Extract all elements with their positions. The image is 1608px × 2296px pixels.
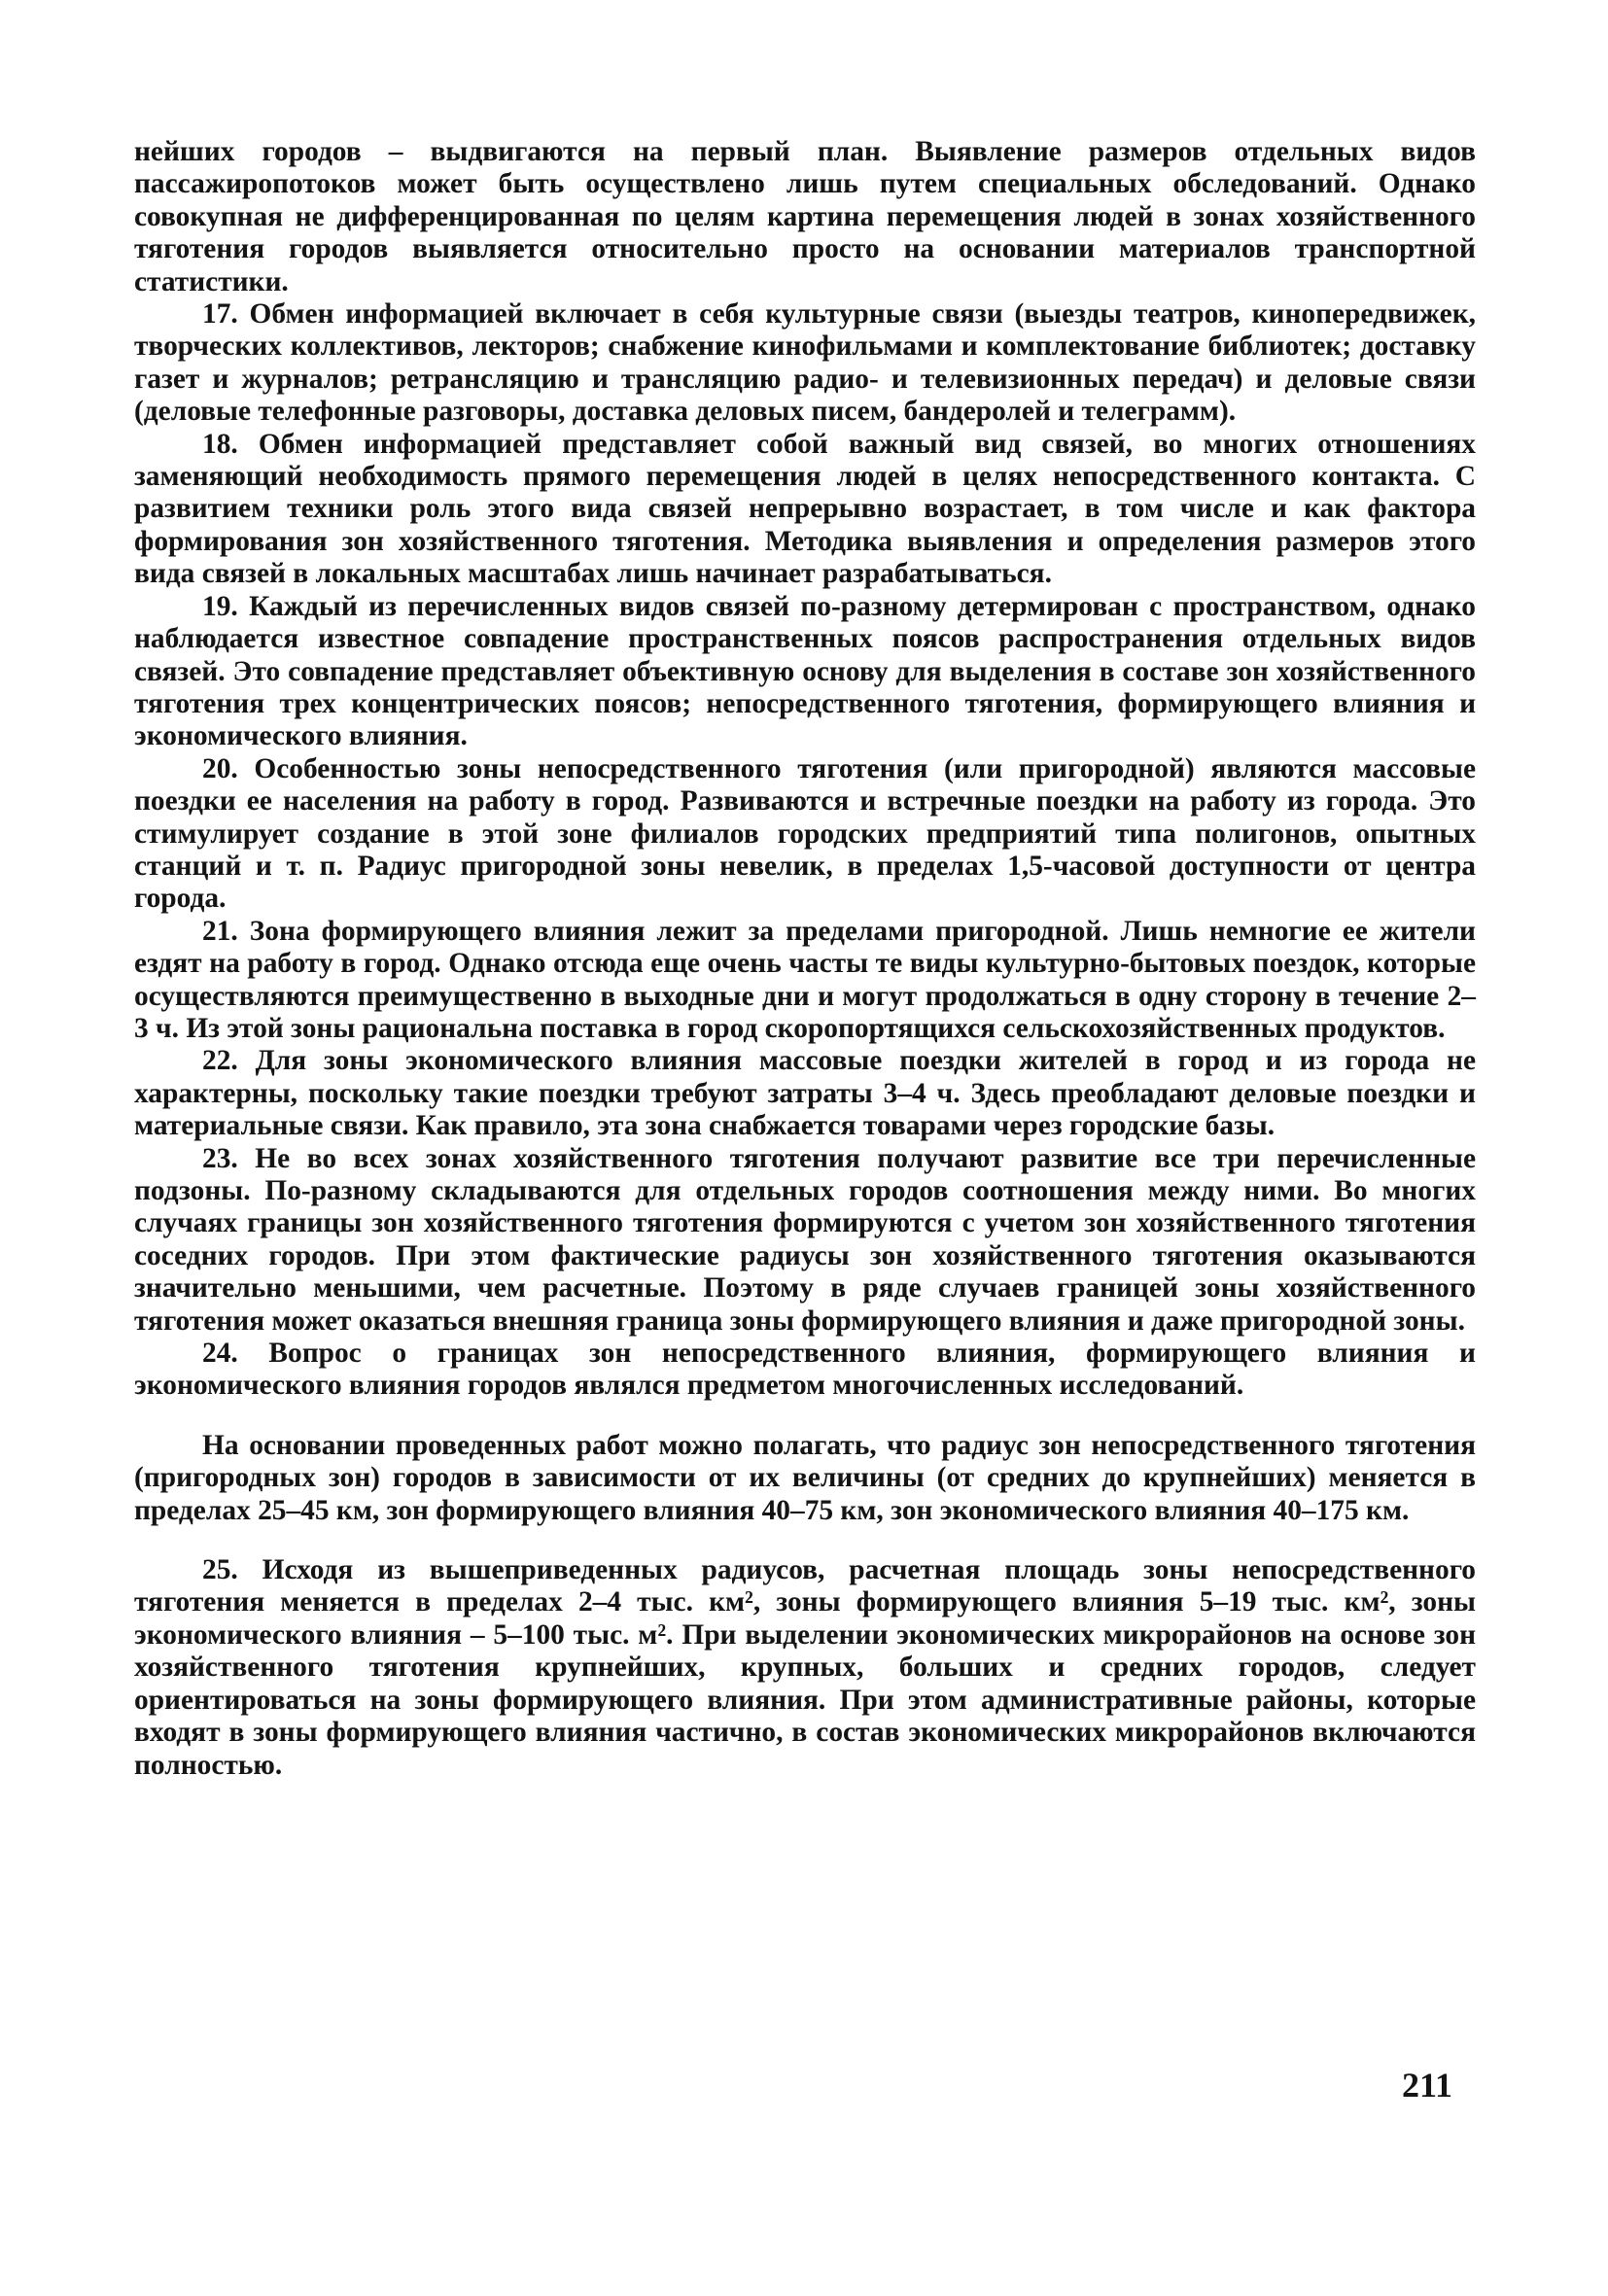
page-body bbox=[134, 136, 1476, 1782]
paragraph-continuation: нейших городов – выдвигаются на первый план. Выявление размеров отдельных видов пассажиропотоков может быть осуществлено лишь путем специальных обследований. Однако совокупная не дифференцированная по целям картина перемещения людей в зонах хозяйственного тяготения городов выявляется относительно просто на основании материалов транспортной статистики. bbox=[134, 136, 1476, 297]
paragraph-21: 21. Зона формирующего влияния лежит за пределами пригородной. Лишь немногие ее жители ездят на работу в город. Однако отсюда еще очень часты те виды культурно-бытовых поездок, которые осуществляются преимущественно в выходные дни и могут продолжаться в одну сторону в течение 2–3 ч. Из этой зоны рациональна поставка в город скоропортящихся сельскохозяйственных продуктов. bbox=[134, 915, 1476, 1044]
paragraph-22: 22. Для зоны экономического влияния массовые поездки жителей в город и из города не характерны, поскольку такие поездки требуют затраты 3–4 ч. Здесь преобладают деловые поездки и материальные связи. Как правило, эта зона снабжается товарами через городские базы. bbox=[134, 1045, 1476, 1142]
paragraph-20: 20. Особенностью зоны непосредственного тяготения (или пригородной) являются массовые поездки ее населения на работу в город. Развиваются и встречные поездки на работу из города. Это стимулирует создание в этой зоне филиалов городских предприятий типа полигонов, опытных станций и т. п. Радиус пригородной зоны невелик, в пределах 1,5-часовой доступности от центра города. bbox=[134, 752, 1476, 915]
paragraph-19: 19. Каждый из перечисленных видов связей по-разному детермирован с пространством, однако наблюдается известное совпадение пространственных поясов распространения отдельных видов связей. Это совпадение представляет объективную основу для выделения в составе зон хозяйственного тяготения трех концентрических поясов; непосредственного тяготения, формирующего влияния и экономического влияния. bbox=[134, 590, 1476, 752]
paragraph-18: 18. Обмен информацией представляет собой важный вид связей, во многих отношениях заменяющий необходимость прямого перемещения людей в целях непосредственного контакта. С развитием техники роль этого вида связей непрерывно возрастает, в том числе и как фактора формирования зон хозяйственного тяготения. Методика выявления и определения размеров этого вида связей в локальных масштабах лишь начинает разрабатываться. bbox=[134, 428, 1476, 590]
paragraph-17: 17. Обмен информацией включает в себя культурные связи (выезды театров, кинопередвижек, творческих коллективов, лекторов; снабжение кинофильмами и комплектование библиотек; доставку газет и журналов; ретрансляцию и трансляцию радио- и телевизионных передач) и деловые связи (деловые телефонные разговоры, доставка деловых писем, бандеролей и телеграмм). bbox=[134, 298, 1476, 428]
paragraph-radii: На основании проведенных работ можно полагать, что радиус зон непосредственного тяготения (пригородных зон) городов в зависимости от их величины (от средних до крупнейших) меняется в пределах 25–45 км, зон формирующего влияния 40–75 км, зон экономического влияния 40–175 км. bbox=[134, 1429, 1476, 1526]
paragraph-23: 23. Не во всех зонах хозяйственного тяготения получают развитие все три перечисленные подзоны. По-разному складываются для отдельных городов соотношения между ними. Во многих случаях границы зон хозяйственного тяготения формируются с учетом зон хозяйственного тяготения соседних городов. При этом фактические радиусы зон хозяйственного тяготения оказываются значительно меньшими, чем расчетные. Поэтому в ряде случаев границей зоны хозяйственного тяготения может оказаться внешняя граница зоны формирующего влияния и даже пригородной зоны. bbox=[134, 1142, 1476, 1337]
paragraph-24: 24. Вопрос о границах зон непосредственного влияния, формирующего влияния и экономического влияния городов являлся предметом многочисленных исследований. bbox=[134, 1338, 1476, 1402]
paragraph-25: 25. Исходя из вышеприведенных радиусов, расчетная площадь зоны непосредственного тяготения меняется в пределах 2–4 тыс. км², зоны формирующего влияния 5–19 тыс. км², зоны экономического влияния – 5–100 тыс. м². При выделении экономических микрорайонов на основе зон хозяйственного тяготения крупнейших, крупных, больших и средних городов, следует ориентироваться на зоны формирующего влияния. При этом административные районы, которые входят в зоны формирующего влияния частично, в состав экономических микрорайонов включаются полностью. bbox=[134, 1554, 1476, 1781]
page-number: 211 bbox=[1402, 2066, 1453, 2105]
